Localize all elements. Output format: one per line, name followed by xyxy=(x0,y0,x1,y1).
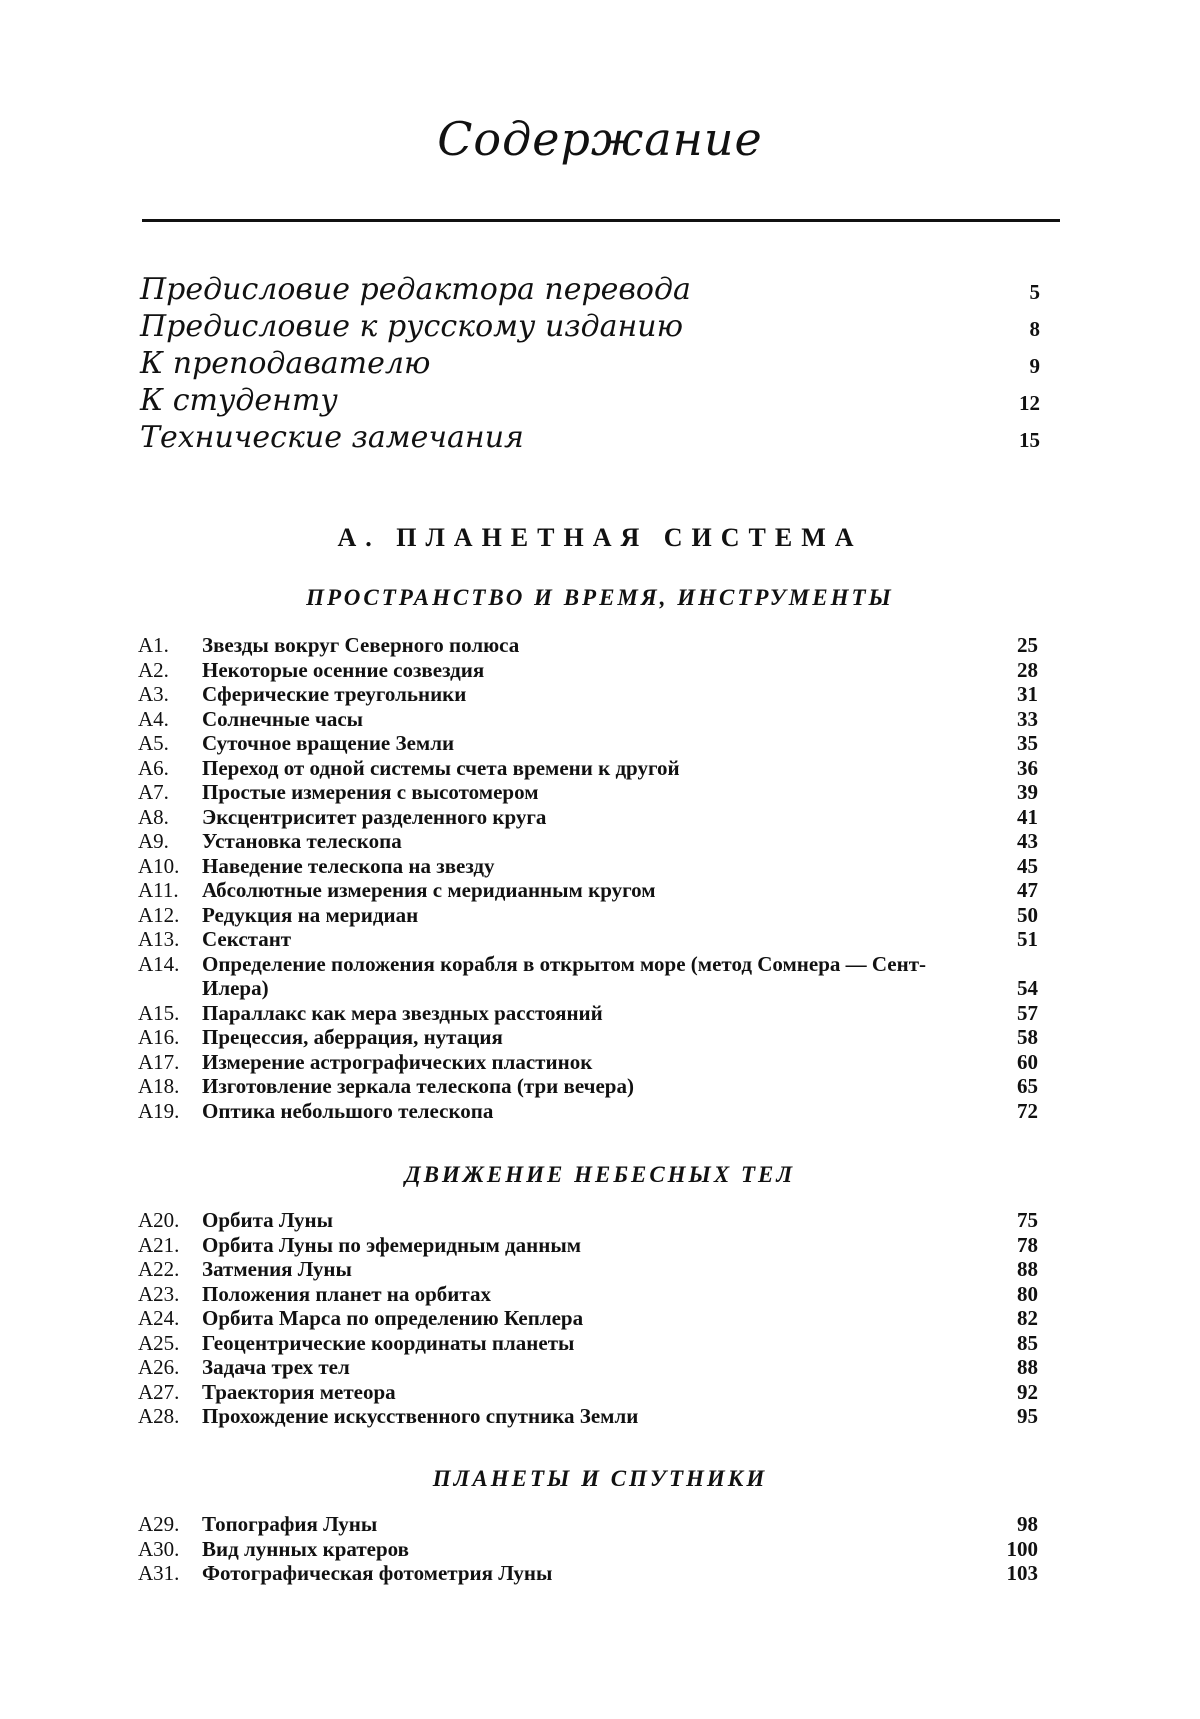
toc-entry xyxy=(138,927,1038,952)
toc-entry xyxy=(138,756,1038,781)
toc-title: Оптика небольшого телескопа xyxy=(202,1098,494,1123)
front-matter-page: 9 xyxy=(1029,354,1040,378)
toc-number: А13. xyxy=(138,927,180,951)
toc-entry xyxy=(138,952,1038,1001)
toc-number: А28. xyxy=(138,1404,180,1428)
toc-title: Топография Луны xyxy=(202,1512,378,1536)
toc-number: А16. xyxy=(138,1025,180,1049)
toc-entry xyxy=(138,854,1038,879)
toc-number: А25. xyxy=(138,1330,180,1355)
toc-number: А21. xyxy=(138,1232,180,1257)
toc-title: Сферические треугольники xyxy=(202,682,467,706)
toc-number: А29. xyxy=(138,1512,180,1536)
toc-page: 31 xyxy=(1017,682,1038,706)
toc-page: 75 xyxy=(1017,1208,1038,1232)
toc-title: Простые измерения с высотомером xyxy=(202,780,539,804)
toc-title: Изготовление зеркала телескопа (три вечера) xyxy=(202,1074,634,1098)
toc-title: Переход от одной системы счета времени к другой xyxy=(202,755,680,780)
toc-entry xyxy=(138,1257,1038,1282)
toc-section-list xyxy=(138,1208,1038,1429)
toc-entry xyxy=(138,633,1038,658)
page-title: Содержание xyxy=(437,112,763,166)
toc-title: Траектория метеора xyxy=(202,1379,396,1404)
toc-number: А8. xyxy=(138,804,169,829)
toc-page: 72 xyxy=(1017,1098,1038,1123)
toc-page: 54 xyxy=(1017,976,1038,1000)
front-matter-entry xyxy=(140,272,1040,309)
toc-page: 43 xyxy=(1017,829,1038,853)
toc-entry xyxy=(138,1306,1038,1331)
toc-entry xyxy=(138,903,1038,928)
toc-section-list xyxy=(138,1512,1038,1586)
toc-title: Установка телескопа xyxy=(202,829,402,853)
toc-number: А20. xyxy=(138,1208,180,1232)
front-matter-title: Предисловие редактора перевода xyxy=(140,272,691,307)
toc-entry xyxy=(138,1537,1038,1562)
toc-number: А26. xyxy=(138,1355,180,1379)
toc-title: Положения планет на орбитах xyxy=(202,1281,491,1306)
toc-page: 103 xyxy=(1006,1561,1038,1585)
toc-page: 98 xyxy=(1017,1512,1038,1536)
toc-page: 78 xyxy=(1017,1232,1038,1257)
toc-page: 33 xyxy=(1017,706,1038,731)
toc-title: Наведение телескопа на звезду xyxy=(202,853,495,878)
toc-entry xyxy=(138,1282,1038,1307)
toc-title: Орбита Луны xyxy=(202,1208,334,1232)
toc-entry xyxy=(138,1380,1038,1405)
toc-entry xyxy=(138,1074,1038,1099)
toc-number: А7. xyxy=(138,780,169,804)
toc-title: Измерение астрографических пластинок xyxy=(202,1049,593,1074)
toc-number: А1. xyxy=(138,633,169,657)
toc-page: 100 xyxy=(1006,1536,1038,1561)
toc-title: Некоторые осенние созвездия xyxy=(202,657,485,682)
toc-entry xyxy=(138,1025,1038,1050)
toc-page: 82 xyxy=(1017,1306,1038,1330)
front-matter-list xyxy=(140,272,1040,457)
toc-page: 60 xyxy=(1017,1049,1038,1074)
toc-page: 41 xyxy=(1017,804,1038,829)
toc-entry xyxy=(138,707,1038,732)
toc-page: 92 xyxy=(1017,1379,1038,1404)
toc-entry xyxy=(138,1512,1038,1537)
toc-title: Звезды вокруг Северного полюса xyxy=(202,633,520,657)
toc-title: Эксцентриситет разделенного круга xyxy=(202,804,547,829)
title-rule xyxy=(142,219,1060,222)
toc-title: Абсолютные измерения с меридианным кругом xyxy=(202,878,656,902)
front-matter-entry xyxy=(140,309,1040,346)
toc-title: Вид лунных кратеров xyxy=(202,1536,409,1561)
toc-page: 58 xyxy=(1017,1025,1038,1049)
toc-title: Прецессия, аберрация, нутация xyxy=(202,1025,503,1049)
toc-number: А6. xyxy=(138,755,169,780)
section-heading: ПЛАНЕТЫ И СПУТНИКИ xyxy=(432,1466,768,1491)
toc-page: 45 xyxy=(1017,853,1038,878)
toc-number: А23. xyxy=(138,1281,180,1306)
toc-title: Затмения Луны xyxy=(202,1257,352,1281)
front-matter-page: 5 xyxy=(1029,280,1040,304)
toc-entry xyxy=(138,878,1038,903)
toc-entry xyxy=(138,1233,1038,1258)
toc-number: А14. xyxy=(138,951,180,976)
toc-number: А22. xyxy=(138,1257,180,1281)
toc-entry xyxy=(138,682,1038,707)
toc-number: А5. xyxy=(138,731,169,755)
toc-page: 65 xyxy=(1017,1074,1038,1098)
front-matter-title: К преподавателю xyxy=(140,346,431,381)
toc-entry xyxy=(138,1050,1038,1075)
toc-page: 35 xyxy=(1017,731,1038,755)
toc-title: Орбита Марса по определению Кеплера xyxy=(202,1306,584,1330)
toc-title: Задача трех тел xyxy=(202,1355,350,1379)
toc-page: 36 xyxy=(1017,755,1038,780)
toc-entry xyxy=(138,805,1038,830)
toc-title: Редукция на меридиан xyxy=(202,902,419,927)
toc-title: Определение положения корабля в открытом море (метод Сомнера — Сент-Илера) xyxy=(202,951,927,1000)
toc-page: 47 xyxy=(1017,878,1038,902)
toc-number: А30. xyxy=(138,1536,180,1561)
toc-entry xyxy=(138,1404,1038,1429)
toc-number: А17. xyxy=(138,1049,180,1074)
toc-page: 80 xyxy=(1017,1281,1038,1306)
toc-page: 39 xyxy=(1017,780,1038,804)
toc-number: А24. xyxy=(138,1306,180,1330)
toc-number: А19. xyxy=(138,1098,180,1123)
front-matter-title: Предисловие к русскому изданию xyxy=(140,309,684,344)
toc-page: 25 xyxy=(1017,633,1038,657)
toc-entry xyxy=(138,1208,1038,1233)
section-heading: ПРОСТРАНСТВО И ВРЕМЯ, ИНСТРУМЕНТЫ xyxy=(306,585,894,610)
part-heading: А. ПЛАНЕТНАЯ СИСТЕМА xyxy=(337,523,863,552)
toc-title: Секстант xyxy=(202,927,292,951)
toc-number: А2. xyxy=(138,657,169,682)
front-matter-entry xyxy=(140,383,1040,420)
toc-number: А10. xyxy=(138,853,180,878)
toc-entry xyxy=(138,658,1038,683)
toc-number: А3. xyxy=(138,682,169,706)
toc-number: А4. xyxy=(138,706,169,731)
front-matter-entry xyxy=(140,420,1040,457)
toc-title: Параллакс как мера звездных расстояний xyxy=(202,1000,603,1025)
toc-entry xyxy=(138,1355,1038,1380)
toc-number: А18. xyxy=(138,1074,180,1098)
toc-page: 50 xyxy=(1017,902,1038,927)
toc-title: Орбита Луны по эфемеридным данным xyxy=(202,1232,582,1257)
toc-title: Геоцентрические координаты планеты xyxy=(202,1330,575,1355)
toc-section-list xyxy=(138,633,1038,1123)
toc-page: 88 xyxy=(1017,1355,1038,1379)
toc-page: 95 xyxy=(1017,1404,1038,1428)
section-heading: ДВИЖЕНИЕ НЕБЕСНЫХ ТЕЛ xyxy=(404,1162,796,1187)
front-matter-entry xyxy=(140,346,1040,383)
toc-page: 51 xyxy=(1017,927,1038,951)
toc-title: Фотографическая фотометрия Луны xyxy=(202,1561,553,1585)
toc-number: А12. xyxy=(138,902,180,927)
toc-number: А27. xyxy=(138,1379,180,1404)
toc-title: Суточное вращение Земли xyxy=(202,731,455,755)
toc-entry xyxy=(138,780,1038,805)
front-matter-title: К студенту xyxy=(140,383,338,418)
toc-page: 88 xyxy=(1017,1257,1038,1281)
toc-entry xyxy=(138,1561,1038,1586)
toc-entry xyxy=(138,1001,1038,1026)
toc-page: 57 xyxy=(1017,1000,1038,1025)
front-matter-title: Технические замечания xyxy=(140,420,524,455)
toc-title: Прохождение искусственного спутника Земли xyxy=(202,1404,639,1428)
toc-number: А11. xyxy=(138,878,179,902)
toc-entry xyxy=(138,1331,1038,1356)
toc-page: 28 xyxy=(1017,657,1038,682)
toc-title: Солнечные часы xyxy=(202,706,364,731)
toc-page: 85 xyxy=(1017,1330,1038,1355)
toc-entry xyxy=(138,731,1038,756)
front-matter-page: 15 xyxy=(1019,428,1040,452)
front-matter-page: 12 xyxy=(1019,391,1040,415)
toc-number: А9. xyxy=(138,829,169,853)
front-matter-page: 8 xyxy=(1029,317,1040,341)
toc-number: А31. xyxy=(138,1561,180,1585)
toc-number: А15. xyxy=(138,1000,180,1025)
toc-entry xyxy=(138,829,1038,854)
toc-entry xyxy=(138,1099,1038,1124)
